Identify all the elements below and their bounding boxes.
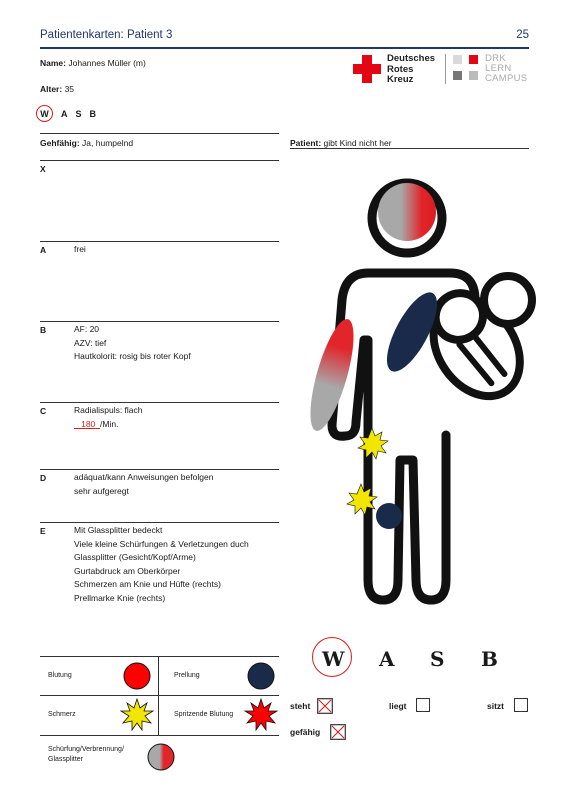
divider	[40, 160, 279, 161]
legend-blutung-label: Blutung	[48, 672, 72, 679]
logo-line-3: Kreuz	[387, 74, 414, 85]
divider	[40, 402, 279, 403]
section-c-letter: C	[40, 406, 47, 416]
header-divider	[40, 47, 529, 49]
section-c-text: Radialispuls: flach 180 /Min.	[74, 405, 143, 429]
wasb-small-w: W	[36, 105, 53, 122]
section-d-text: adäquat/kann Anweisungen befolgen sehr aufgeregt	[74, 472, 214, 496]
pulse-value: 180	[81, 418, 96, 429]
wasb-small-s: S	[75, 108, 82, 119]
wasb-big-a: A	[379, 647, 395, 671]
section-e-text: Mit Glassplitter bedeckt Viele kleine Schürfungen & Verletzungen duch Glassplitter (Gesicht/Kopf/Arme) Gurtabdruck am Oberkörper Schmerzen am Knie und Hüfte (rechts) Prellmarke Knie (rechts)	[74, 525, 249, 603]
wasb-big-b: B	[481, 647, 498, 671]
name-label: Name:	[40, 58, 66, 68]
wasb-big-w: W	[322, 647, 345, 671]
schuerfung-icon	[146, 742, 176, 772]
hip-schmerz-mark	[358, 428, 388, 459]
sitzt-checkbox[interactable]	[514, 698, 528, 712]
schmerz-icon	[120, 698, 154, 732]
patient-value: gibt Kind nicht her	[323, 138, 392, 148]
gehfaehig-field	[40, 138, 133, 148]
wasb-small-a: A	[61, 108, 68, 119]
patient-label: Patient:	[290, 138, 322, 148]
drk-line-2: LERN	[485, 63, 512, 74]
steht-label: steht	[290, 701, 311, 711]
knee-prellung-mark	[376, 503, 402, 529]
page-number: 25	[516, 29, 529, 41]
divider	[40, 321, 279, 322]
age-field	[40, 84, 74, 94]
legend-schuerfung-label: Schürfung/Verbrennung/ Glassplitter	[48, 746, 124, 763]
wasb-small-b: B	[89, 108, 97, 119]
divider	[290, 148, 529, 149]
name-field	[40, 58, 146, 68]
gefaehig-checkbox[interactable]	[330, 724, 346, 740]
red-cross-icon	[353, 55, 381, 83]
page-title: Patientenkarten: Patient 3	[40, 29, 173, 41]
age-value: 35	[64, 84, 75, 94]
legend-spritzende-label: Spritzende Blutung	[174, 711, 234, 718]
gehfaehig-label: Gehfähig:	[40, 138, 80, 148]
prellung-icon	[246, 661, 276, 691]
liegt-label: liegt	[389, 701, 407, 711]
legend	[40, 656, 279, 776]
section-b-text: AF: 20 AZV: tief Hautkolorit: rosig bis roter Kopf	[74, 324, 191, 361]
gefaehig-label: gefähig	[290, 727, 321, 737]
legend-schmerz-label: Schmerz	[48, 711, 76, 718]
divider	[40, 522, 279, 523]
divider	[40, 133, 279, 134]
gehfaehig-value: Ja, humpelnd	[82, 138, 134, 148]
wasb-big-s: S	[430, 647, 445, 671]
liegt-checkbox[interactable]	[416, 698, 430, 712]
drk-line-1: DRK	[485, 53, 506, 64]
logo-line-2: Rotes	[387, 63, 414, 75]
sitzt-label: sitzt	[487, 701, 504, 711]
patient-field	[290, 138, 392, 148]
drk-line-3: CAMPUS	[485, 73, 528, 84]
drk-squares-icon	[453, 55, 481, 83]
section-a-text: frei	[74, 244, 86, 254]
divider	[40, 241, 279, 242]
logo-line-1: Deutsches	[387, 53, 436, 64]
wasb-small	[36, 105, 96, 122]
body-diagram	[300, 170, 540, 615]
section-d-letter: D	[40, 473, 47, 483]
section-a-letter: A	[40, 245, 47, 255]
legend-prellung-label: Prellung	[174, 672, 200, 679]
section-e-letter: E	[40, 526, 46, 536]
section-b-letter: B	[40, 325, 47, 335]
head-schuerfung-mark	[378, 183, 436, 241]
age-label: Alter:	[40, 84, 63, 94]
section-x-letter: X	[40, 164, 46, 174]
name-value: Johannes Müller (m)	[68, 58, 146, 68]
divider	[40, 469, 279, 470]
drk-logo	[353, 54, 533, 84]
child-head-outline	[484, 276, 532, 324]
logo-divider	[445, 54, 446, 84]
steht-checkbox[interactable]	[317, 698, 333, 714]
spritzende-blutung-icon	[244, 698, 278, 732]
blutung-icon	[122, 661, 152, 691]
